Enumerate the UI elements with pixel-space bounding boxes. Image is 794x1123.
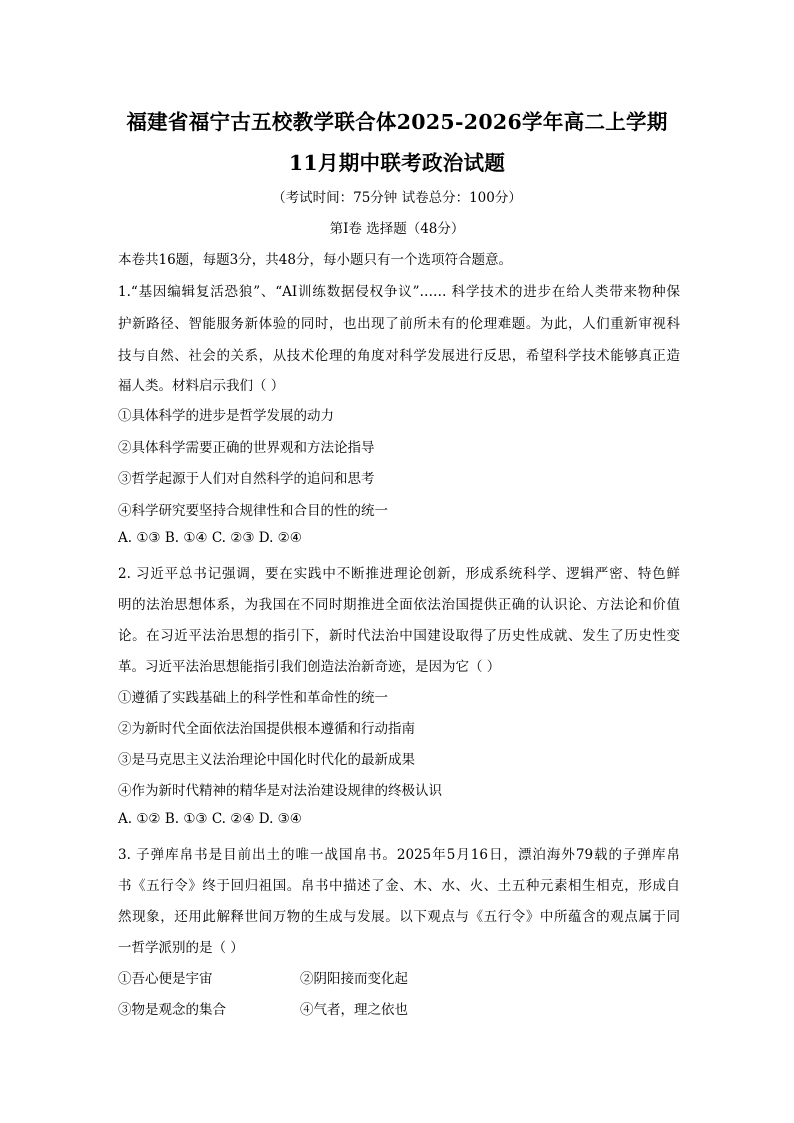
q2-statement: ③是马克思主义法治理论中国化时代化的最新成果 — [118, 752, 415, 768]
q2-choices: A. ①② B. ①③ C. ②④ D. ③④ — [118, 811, 302, 827]
q1-choices: A. ①③ B. ①④ C. ②③ D. ②④ — [118, 530, 302, 546]
q2-stem-line: 明的法治思想体系，为我国在不同时期推进全面依法治国提供正确的认识论、方法论和价值 — [118, 597, 680, 613]
q3-statement: ②阴阳接而变化起 — [300, 971, 408, 987]
q3-stem-line: 书《五行令》终于回归祖国。帛书中描述了金、木、水、火、土五种元素相生相克，形成自 — [118, 878, 680, 894]
q1-statement: ②具体科学需要正确的世界观和方法论指导 — [118, 440, 375, 456]
q2-statement: ①遵循了实践基础上的科学性和革命性的统一 — [118, 690, 388, 706]
section-title: 第Ⅰ卷 选择题（48分） — [329, 221, 465, 237]
q3-statement: ④气者，理之依也 — [300, 1002, 408, 1018]
q2-statement: ④作为新时代精神的精华是对法治建设规律的终极认识 — [118, 783, 442, 799]
q1-stem-line: 技与自然、社会的关系，从技术伦理的角度对科学发展进行反思，希望科学技术能够真正造 — [118, 348, 680, 364]
q3-statement: ③物是观念的集合 — [118, 1002, 226, 1018]
q3-stem-line: 3. 子弹库帛书是目前出土的唯一战国帛书。2025年5月16日，漂泊海外79载的子弹库帛 — [118, 847, 680, 863]
exam-title-line1: 福建省福宁古五校教学联合体2025-2026学年高二上学期 — [126, 110, 668, 134]
instructions: 本卷共16题，每题3分，共48分，每小题只有一个选项符合题意。 — [118, 252, 512, 268]
q3-statement: ①吾心便是宇宙 — [118, 971, 213, 987]
exam-title-line2: 11月期中联考政治试题 — [288, 151, 506, 175]
q2-stem-line: 2. 习近平总书记强调，要在实践中不断推进理论创新，形成系统科学、逻辑严密、特色鲜 — [118, 566, 680, 582]
q2-stem-line: 论。在习近平法治思想的指引下，新时代法治中国建设取得了历史性成就、发生了历史性变 — [118, 628, 680, 644]
q1-stem-line: 福人类。材料启示我们（ ） — [118, 378, 285, 394]
q1-stem-line: 1.“基因编辑复活恐狼”、“AI训练数据侵权争议”…… 科学技术的进步在给人类带来物种保 — [118, 284, 680, 300]
q3-stem-line: 一哲学派别的是（ ） — [118, 940, 244, 956]
q2-statement: ②为新时代全面依法治国提供根本遵循和行动指南 — [118, 721, 415, 737]
q1-stem-line: 护新路径、智能服务新体验的同时，也出现了前所未有的伦理难题。为此，人们重新审视科 — [118, 316, 680, 332]
q1-statement: ④科学研究要坚持合规律性和合目的性的统一 — [118, 503, 388, 519]
q1-statement: ①具体科学的进步是哲学发展的动力 — [118, 408, 334, 424]
q2-stem-line: 革。习近平法治思想能指引我们创造法治新奇迹，是因为它（ ） — [118, 659, 501, 675]
q1-statement: ③哲学起源于人们对自然科学的追问和思考 — [118, 471, 375, 487]
exam-info: （考试时间：75分钟 试卷总分：100分） — [272, 190, 522, 206]
q3-stem-line: 然现象，还用此解释世间万物的生成与发展。以下观点与《五行令》中所蕴含的观点属于同 — [118, 909, 680, 925]
